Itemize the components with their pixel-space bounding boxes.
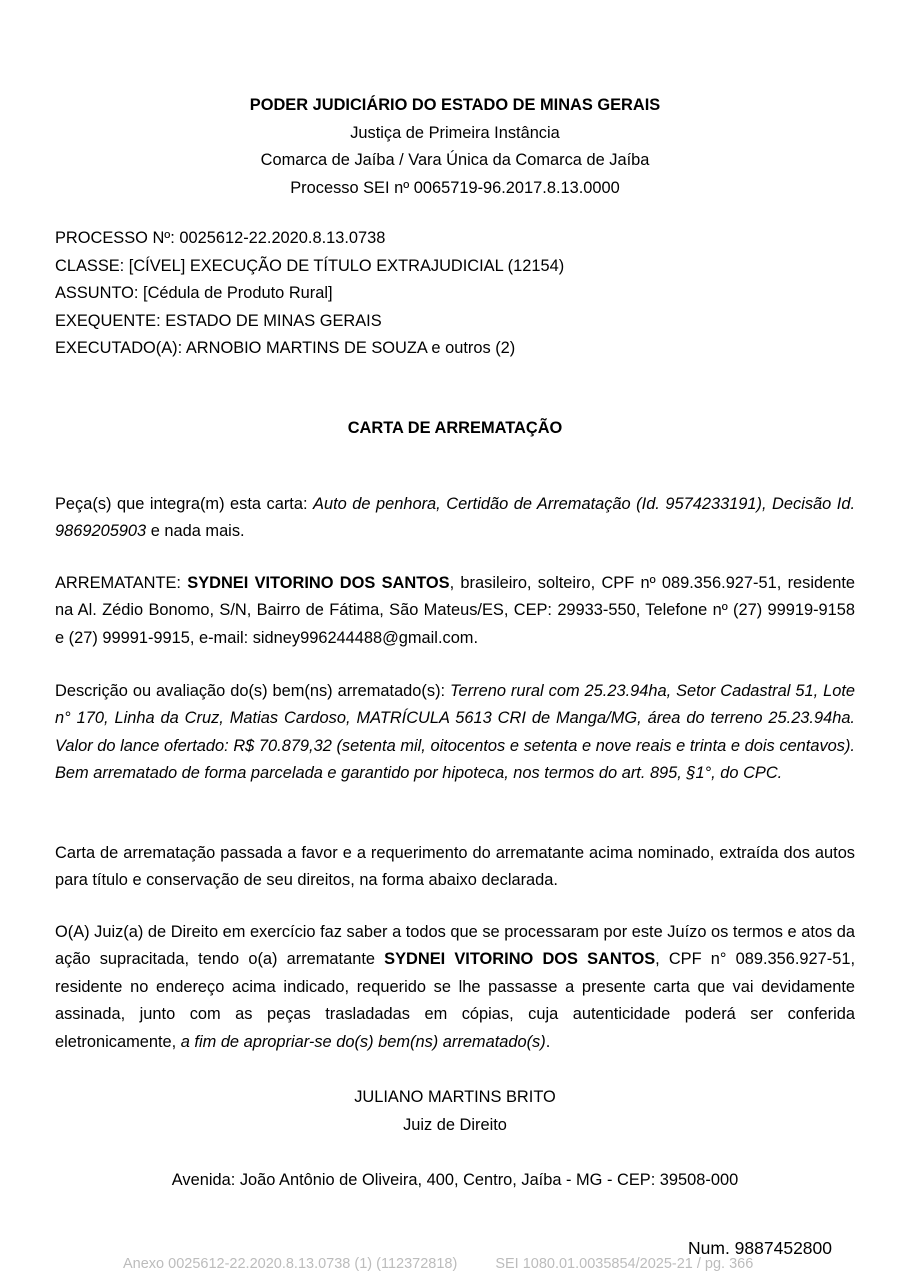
descricao-paragraph (55, 678, 855, 788)
sei-process-line: Processo SEI nº 0065719-96.2017.8.13.0000 (290, 178, 620, 197)
footer-sei: SEI 1080.01.0035854/2025-21 / pg. 366 (495, 1256, 754, 1272)
pecas-paragraph (55, 491, 855, 546)
classe-line: CLASSE: [CÍVEL] EXECUÇÃO DE TÍTULO EXTRAJUDICIAL (12154) (55, 256, 565, 275)
signature-block (0, 1083, 910, 1139)
pecas-tail: e nada mais. (146, 522, 245, 541)
assunto-line: ASSUNTO: [Cédula de Produto Rural] (55, 284, 333, 302)
comarca-line: Comarca de Jaíba / Vara Única da Comarca de Jaíba (260, 151, 650, 169)
document-title: CARTA DE ARREMATAÇÃO (347, 419, 563, 437)
juiz-paragraph (55, 919, 855, 1056)
court-address: Avenida: João Antônio de Oliveira, 400, Centro, Jaíba - MG - CEP: 39508-000 (171, 1171, 739, 1189)
arrematante-name: SYDNEI VITORINO DOS SANTOS (187, 574, 450, 592)
page-footer (123, 1256, 753, 1272)
instance-line: Justiça de Primeira Instância (350, 123, 560, 142)
processo-number: PROCESSO Nº: 0025612-22.2020.8.13.0738 (55, 229, 386, 247)
descricao-italic: Terreno rural com 25.23.94ha, Setor Cadastral 51, Lote n° 170, Linha da Cruz, Matias Cardoso, MATRÍCULA 5613 CRI de Manga/MG, área do terreno 25.23.94ha. Valor do lance ofertado: R$ 70.879,32 (setenta mil, oitocentos e setenta e nove reais e trinta e dois centavos). Bem arrematado de forma parcelada e garantido por hipoteca, nos termos do art. 895, §1°, do CPC. (55, 682, 855, 783)
juiz-lead: O(A) Juiz(a) de Direito em exercício faz saber a todos que se processaram por este Juízo os termos e atos da ação supracitada, tendo o(a) arrematante (55, 923, 855, 969)
footer-anexo: Anexo 0025612-22.2020.8.13.0738 (1) (112372818) (123, 1256, 458, 1272)
document-number: Num. 9887452800 (688, 1238, 832, 1258)
carta-paragraph: Carta de arrematação passada a favor e a requerimento do arrematante acima nominado, extraída dos autos para título e conservação de seu direitos, na forma abaixo declarada. (55, 844, 855, 890)
judge-role: Juiz de Direito (403, 1116, 507, 1134)
pecas-lead: Peça(s) que integra(m) esta carta: (55, 495, 314, 513)
judge-name: JULIANO MARTINS BRITO (354, 1088, 556, 1106)
executado-line: EXECUTADO(A): ARNOBIO MARTINS DE SOUZA e outros (2) (55, 339, 516, 357)
document-header (0, 92, 910, 202)
arrematante-lead: ARREMATANTE: (55, 574, 188, 592)
process-metadata (55, 225, 564, 363)
juiz-middle: , CPF n° 089.356.927-51, residente no endereço acima indicado, requerido se lhe passasse a presente carta que vai devidamente assinada, junto com as peças trasladadas em cópias, cuja autenticidade poderá ser conferida eletronicamente, (55, 950, 855, 1051)
exequente-line: EXEQUENTE: ESTADO DE MINAS GERAIS (55, 311, 382, 330)
descricao-lead: Descrição ou avaliação do(s) bem(ns) arrematado(s): (55, 682, 451, 700)
arrematante-details: , brasileiro, solteiro, CPF nº 089.356.927-51, residente na Al. Zédio Bonomo, S/N, Bairro de Fátima, São Mateus/ES, CEP: 29933-550, Telefone nº (27) 99919-9158 e (27) 99991-9915, e-mail: sidney996244488@gmail.com. (55, 574, 855, 647)
pecas-italic: Auto de penhora, Certidão de Arrematação (Id. 9574233191), Decisão Id. 9869205903 (55, 495, 856, 541)
juiz-italic: a fim de apropriar-se do(s) bem(ns) arrematado(s) (176, 1032, 546, 1051)
court-name: PODER JUDICIÁRIO DO ESTADO DE MINAS GERAIS (249, 96, 661, 114)
juiz-tail: . (545, 1032, 551, 1051)
arrematante-paragraph (55, 570, 855, 652)
juiz-arrematante-name: SYDNEI VITORINO DOS SANTOS (384, 950, 656, 969)
